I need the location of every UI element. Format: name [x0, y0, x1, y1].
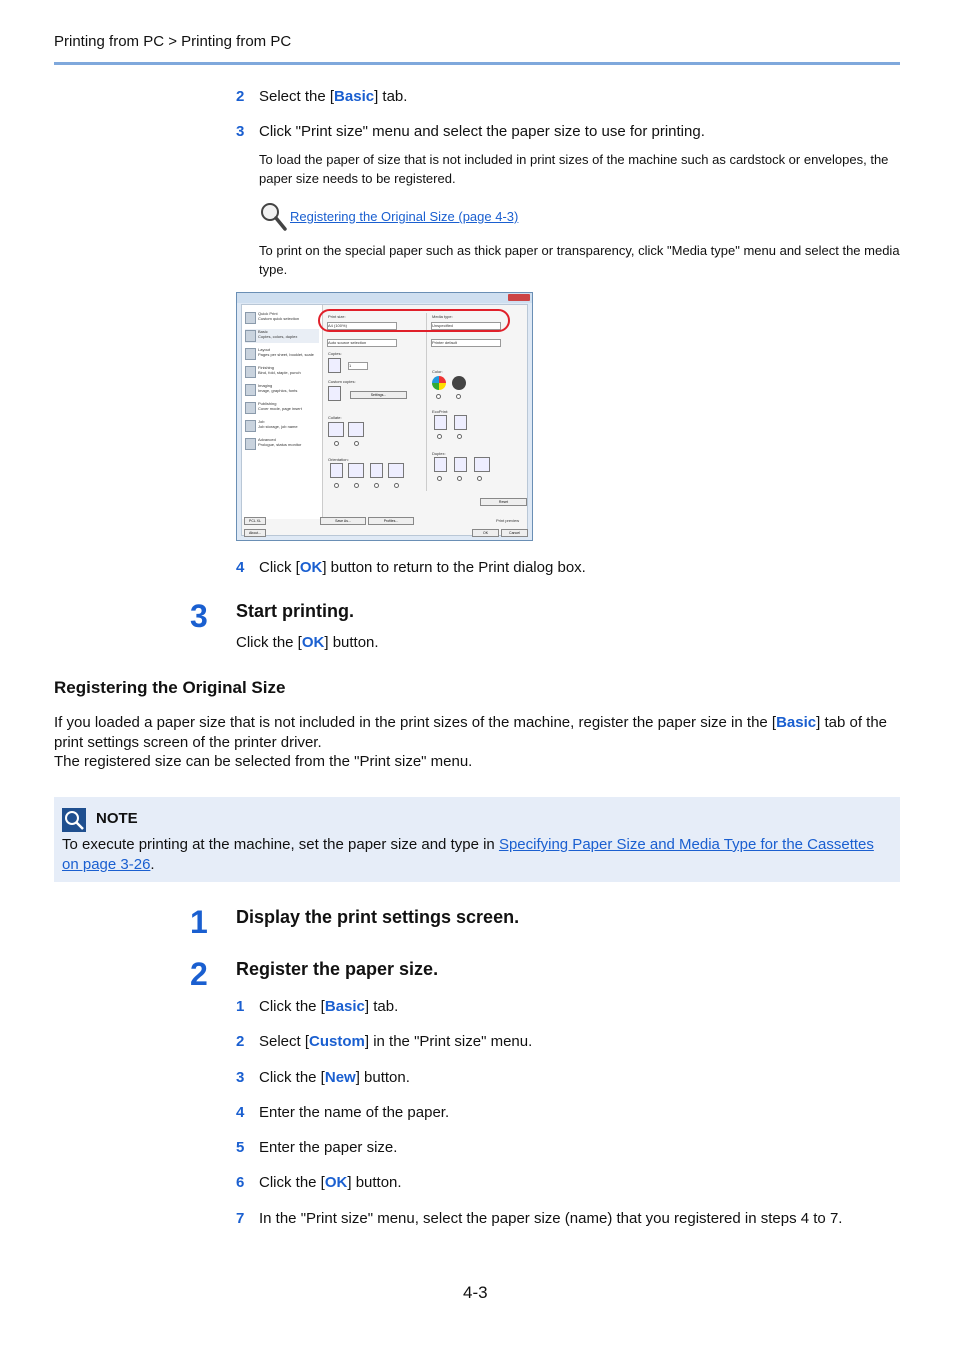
settings-button[interactable]: Settings...: [350, 391, 407, 399]
info-paragraph: To load the paper of size that is not included in print sizes of the machine such as cardstock or envelopes, the paper size needs to be registered.: [259, 152, 889, 186]
big-step-number: 3: [190, 598, 208, 634]
orientation-rotated-icon: [370, 463, 383, 478]
orientation-radio[interactable]: [374, 483, 379, 488]
step-number: 5: [236, 1139, 245, 1156]
step-text: Enter the name of the paper.: [259, 1104, 450, 1121]
duplex-label: Duplex:: [432, 451, 446, 456]
section-paragraph: If you loaded a paper size that is not included in the print sizes of the machine, register the paper size in the [Basic] tab of the print settings screen of the printer driver.: [54, 714, 888, 751]
sidebar-item-basic[interactable]: Basic Copies, colors, duplex: [245, 329, 319, 343]
step-heading: Start printing.: [236, 601, 354, 621]
ok-button-ref: OK: [299, 559, 323, 576]
step-text: Select [Custom] in the "Print size" menu.: [259, 1033, 533, 1050]
profiles-button[interactable]: Profiles...: [368, 517, 414, 525]
section-title: Registering the Original Size: [54, 678, 286, 697]
duplex-short-icon: [474, 457, 490, 472]
orientation-label: Orientation:: [328, 457, 349, 462]
print-preview-checkbox[interactable]: Print preview: [496, 518, 520, 523]
about-button[interactable]: About...: [244, 529, 266, 537]
step-text: Click the [New] button.: [259, 1069, 410, 1086]
collate-on-icon: [328, 422, 344, 437]
step-text: Click the [Basic] tab.: [259, 998, 399, 1015]
step-text: Click the [OK] button.: [236, 634, 379, 651]
dialog-sidebar: [242, 305, 323, 519]
highlight-ring: [318, 309, 510, 332]
collate-radio-off[interactable]: [354, 441, 359, 446]
dialog-titlebar: [237, 293, 532, 303]
custom-copies-icon: [328, 386, 341, 401]
column-divider: [426, 313, 427, 491]
step-heading: Register the paper size.: [236, 959, 439, 979]
step-number: 6: [236, 1174, 245, 1191]
step-number: 3: [236, 1069, 245, 1086]
duplex-radio[interactable]: [477, 476, 482, 481]
duplex-radio[interactable]: [457, 476, 462, 481]
orientation-portrait-icon: [330, 463, 343, 478]
step-text: Select the [Basic] tab.: [259, 88, 408, 105]
sidebar-item-publishing[interactable]: Publishing Cover mode, page insert: [245, 401, 319, 415]
step-number: 1: [236, 998, 245, 1015]
print-size-label: Print size:: [328, 314, 346, 319]
sidebar-item-imaging[interactable]: Imaging Image, graphics, fonts: [245, 383, 319, 397]
ok-button-ref: OK: [301, 634, 325, 651]
source-select[interactable]: Auto source selection: [327, 339, 397, 347]
orientation-radio[interactable]: [354, 483, 359, 488]
duplex-long-icon: [454, 457, 467, 472]
step-number: 2: [236, 1033, 245, 1050]
section-paragraph: The registered size can be selected from the "Print size" menu.: [54, 753, 473, 770]
registering-original-size-link[interactable]: Registering the Original Size (page 4-3): [290, 209, 519, 224]
step-text: Click "Print size" menu and select the paper size to use for printing.: [259, 123, 705, 140]
ecoprint-label: EcoPrint:: [432, 409, 449, 414]
orientation-landscape-icon: [348, 463, 364, 478]
sidebar-item-layout[interactable]: Layout Pages per sheet, booklet, scale: [245, 347, 319, 361]
step-text: In the "Print size" menu, select the paper size (name) that you registered in steps 4 to 7.: [259, 1210, 843, 1227]
collate-off-icon: [348, 422, 364, 437]
duplex-radio[interactable]: [437, 476, 442, 481]
ecoprint-radio-on[interactable]: [457, 434, 462, 439]
big-step-number: 1: [190, 904, 208, 940]
step-number: 4: [236, 1104, 245, 1121]
copies-input[interactable]: 1: [348, 362, 368, 370]
mono-mode-icon: [452, 376, 466, 390]
magnifier-icon: [259, 201, 287, 231]
mono-radio[interactable]: [456, 394, 461, 399]
custom-copies-label: Custom copies:: [328, 379, 356, 384]
duplex-none-icon: [434, 457, 447, 472]
breadcrumb: Printing from PC > Printing from PC: [54, 33, 292, 50]
pcl-xl-button[interactable]: PCL XL: [244, 517, 266, 525]
note-box: [54, 797, 900, 882]
close-icon: [508, 294, 530, 301]
step-text: Click the [OK] button.: [259, 1174, 402, 1191]
specifying-paper-size-link[interactable]: Specifying Paper Size and Media Type for the Cassettes on page 3-26: [62, 836, 874, 873]
color-mode-icon: [432, 376, 446, 390]
color-label: Color:: [432, 369, 443, 374]
step-heading: Display the print settings screen.: [236, 907, 520, 927]
big-step-number: 2: [190, 956, 208, 992]
note-title: NOTE: [96, 810, 138, 827]
ecoprint-off-icon: [434, 415, 447, 430]
reset-button[interactable]: Reset: [480, 498, 527, 506]
orientation-radio[interactable]: [334, 483, 339, 488]
sidebar-item-quick-print[interactable]: Quick Print Custom quick selection: [245, 311, 319, 325]
print-size-select[interactable]: A4 (100%): [327, 322, 397, 330]
color-radio[interactable]: [436, 394, 441, 399]
collate-radio-on[interactable]: [334, 441, 339, 446]
note-text: To execute printing at the machine, set the paper size and type in Specifying Paper Size and Media Type for the Cassettes on page 3-26.: [62, 836, 874, 873]
cancel-button[interactable]: Cancel: [501, 529, 528, 537]
basic-tab-ref: Basic: [334, 88, 375, 105]
sidebar-item-finishing[interactable]: Finishing Bind, fold, staple, punch: [245, 365, 319, 379]
step-number: 2: [236, 88, 245, 105]
orientation-radio[interactable]: [394, 483, 399, 488]
dialog-body: [241, 304, 528, 536]
sidebar-item-job[interactable]: Job Job storage, job name: [245, 419, 319, 433]
basic-tab-ref: Basic: [776, 714, 817, 731]
step-number: 3: [236, 123, 245, 140]
printer-default-select[interactable]: Printer default: [431, 339, 501, 347]
step-text: Enter the paper size.: [259, 1139, 398, 1156]
collate-label: Collate:: [328, 415, 342, 420]
sidebar-item-advanced[interactable]: Advanced Prologue, status monitor: [245, 437, 319, 451]
step-number: 7: [236, 1210, 245, 1227]
step-number: 4: [236, 559, 245, 576]
info-paragraph: To print on the special paper such as thick paper or transparency, click "Media type" menu and select the media type.: [259, 243, 900, 277]
page-number: 4-3: [463, 1283, 488, 1302]
ecoprint-on-icon: [454, 415, 467, 430]
orientation-rotated-landscape-icon: [388, 463, 404, 478]
note-icon: [62, 808, 86, 832]
step-text: Click [OK] button to return to the Print dialog box.: [259, 559, 586, 576]
media-type-label: Media type:: [432, 314, 453, 319]
header-divider: [54, 62, 900, 65]
ok-button[interactable]: OK: [472, 529, 499, 537]
media-type-select[interactable]: Unspecified: [431, 322, 501, 330]
copies-label: Copies:: [328, 351, 342, 356]
save-as-button[interactable]: Save As...: [320, 517, 366, 525]
copies-icon: [328, 358, 341, 373]
ecoprint-radio-off[interactable]: [437, 434, 442, 439]
